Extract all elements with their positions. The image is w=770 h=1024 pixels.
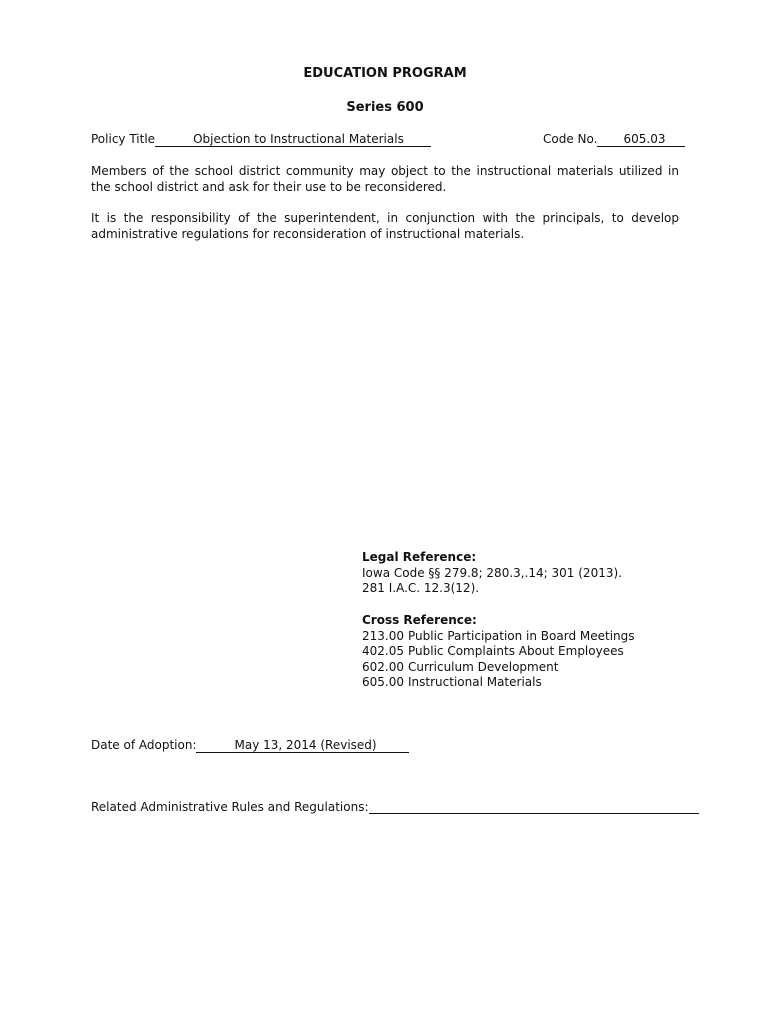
series-title: Series 600 <box>346 100 424 115</box>
adoption-date-value: May 13, 2014 (Revised) <box>196 738 408 753</box>
cross-reference-text: Curriculum Development <box>408 659 559 674</box>
policy-title-label: Policy Title <box>91 132 156 146</box>
cross-reference-item <box>362 675 692 691</box>
cross-reference-code: 602.00 <box>362 659 404 674</box>
related-rules-row <box>91 799 699 814</box>
legal-reference <box>362 550 692 597</box>
cross-reference-text: Public Participation in Board Meetings <box>408 628 635 643</box>
related-rules-value <box>369 799 699 814</box>
cross-reference-title: Cross Reference: <box>362 613 477 627</box>
adoption-date-label: Date of Adoption: <box>91 738 197 752</box>
code-number-label: Code No. <box>543 132 598 146</box>
adoption-date-row <box>91 738 409 753</box>
policy-title-value: Objection to Instructional Materials <box>155 132 431 147</box>
cross-reference-text: Instructional Materials <box>408 675 542 690</box>
body-paragraph-1: Members of the school district community may object to the instructional materials utilized in the school district and ask for their use to be reconsidered. <box>91 164 679 194</box>
cross-reference-code: 213.00 <box>362 628 404 643</box>
body-paragraph-2: It is the responsibility of the superintendent, in conjunction with the principals, to develop administrative regulations for reconsideration of instructional materials. <box>91 211 679 241</box>
cross-reference-item <box>362 644 692 660</box>
related-rules-label: Related Administrative Rules and Regulations: <box>91 800 369 814</box>
code-number-row <box>543 132 685 147</box>
cross-reference-code: 402.05 <box>362 644 404 659</box>
document-title: EDUCATION PROGRAM <box>303 66 467 81</box>
code-number-value: 605.03 <box>597 132 685 147</box>
legal-reference-line: Iowa Code §§ 279.8; 280.3,.14; 301 (2013). <box>362 565 622 580</box>
policy-title-row <box>91 132 431 147</box>
cross-reference-text: Public Complaints About Employees <box>408 644 624 659</box>
cross-reference-code: 605.00 <box>362 675 404 690</box>
cross-reference <box>362 613 692 691</box>
cross-reference-item <box>362 660 692 676</box>
legal-reference-line: 281 I.A.C. 12.3(12). <box>362 581 480 596</box>
legal-reference-title: Legal Reference: <box>362 550 477 564</box>
cross-reference-item <box>362 629 692 645</box>
